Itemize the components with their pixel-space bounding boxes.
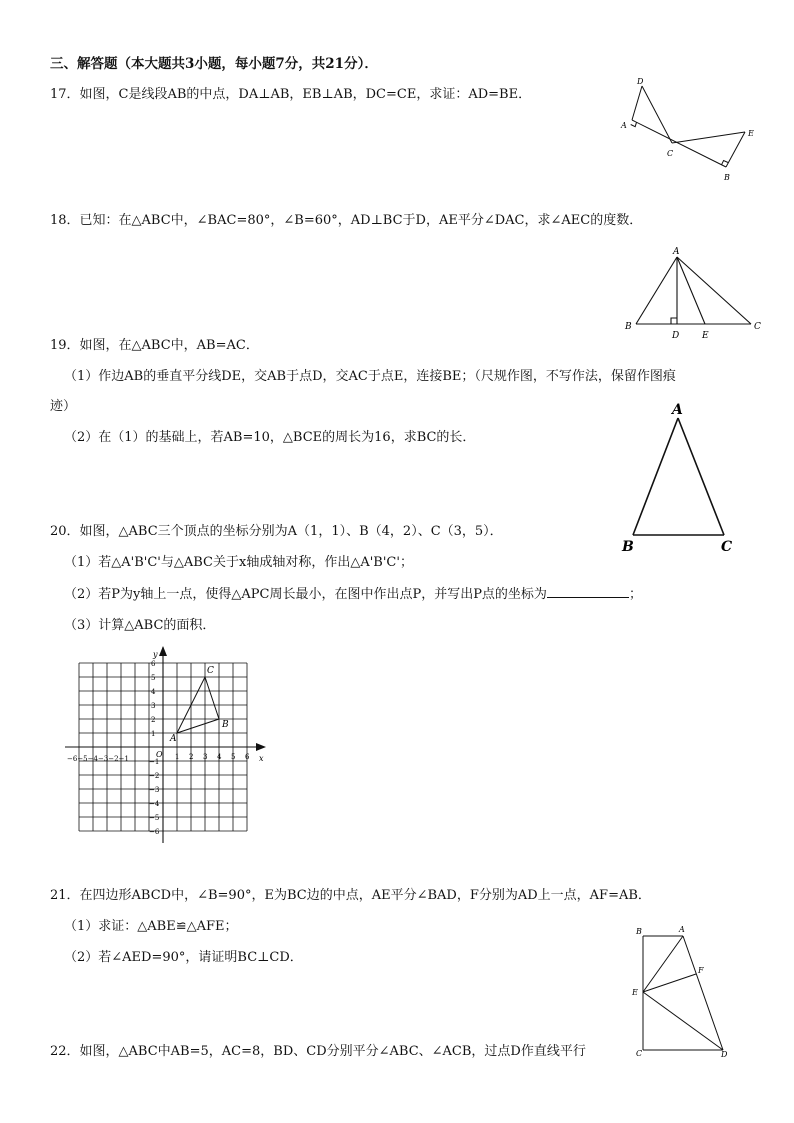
- label-A: A: [621, 121, 627, 130]
- y-axis-label: y: [153, 650, 158, 659]
- y-tick-6: 6: [151, 660, 156, 668]
- question-19: 19．如图，在△ABC中，AB=AC．: [50, 338, 259, 353]
- figure-18: [620, 243, 770, 343]
- y-tick-neg3: −3: [149, 786, 160, 794]
- question-17: 17．如图，C是线段AB的中点，DA⊥AB，EB⊥AB，DC=CE，求证：AD=BE．: [50, 87, 532, 102]
- question-20-part3: （3）计算△ABC的面积．: [64, 618, 216, 633]
- y-tick-neg5: −5: [149, 814, 160, 822]
- question-20-part1: （1）若△A'B'C'与△ABC关于x轴成轴对称，作出△A'B'C'；: [64, 555, 413, 570]
- label-D: D: [672, 331, 680, 341]
- question-20-part2: [64, 585, 642, 604]
- label-A: A: [672, 402, 683, 418]
- question-21-part1: （1）求证：△ABE≌△AFE；: [64, 919, 238, 934]
- label-B: B: [625, 322, 632, 332]
- question-18: 18．已知：在△ABC中，∠BAC=80°，∠B=60°，AD⊥BC于D，AE平分∠DAC，求∠AEC的度数．: [50, 213, 643, 228]
- y-tick-neg6: −6: [149, 828, 160, 836]
- label-A: A: [170, 734, 177, 744]
- label-C: C: [667, 149, 674, 158]
- figure-21: [628, 922, 743, 1067]
- y-tick-3: 3: [151, 702, 156, 710]
- label-F: F: [698, 966, 704, 975]
- x-tick-2: 2: [189, 753, 194, 761]
- label-C: C: [754, 322, 761, 332]
- y-tick-4: 4: [151, 688, 156, 696]
- label-A: A: [679, 925, 685, 934]
- x-tick-4: 4: [217, 753, 222, 761]
- y-tick-1: 1: [151, 730, 156, 738]
- x-tick-3: 3: [203, 753, 208, 761]
- y-tick-neg4: −4: [149, 800, 160, 808]
- figure-20-grid: [60, 643, 275, 848]
- figure-17: [600, 70, 780, 190]
- label-E: E: [748, 129, 754, 138]
- question-19-part2: （2）在（1）的基础上，若AB=10，△BCE的周长为16，求BC的长．: [64, 430, 476, 445]
- x-axis-arrow: [256, 743, 266, 751]
- label-D: D: [637, 77, 644, 86]
- question-20-part2-end: ；: [628, 587, 642, 602]
- x-ticks-negative: −6−5−4−3−2−1: [67, 755, 129, 763]
- label-C: C: [636, 1049, 643, 1058]
- question-19-part1: （1）作边AB的垂直平分线DE，交AB于点D，交AC于点E，连接BE；（尺规作图，不写作法，保留作图痕: [64, 369, 676, 384]
- x-tick-1: 1: [175, 753, 180, 761]
- figure-19: [615, 400, 755, 560]
- label-D: D: [721, 1050, 728, 1059]
- label-C: C: [721, 539, 733, 555]
- answer-blank[interactable]: [547, 585, 629, 598]
- label-B: B: [636, 927, 642, 936]
- label-B: B: [222, 720, 229, 730]
- y-tick-neg1: −1: [149, 758, 160, 766]
- x-tick-6: 6: [245, 753, 250, 761]
- label-A: A: [673, 247, 680, 257]
- y-tick-neg2: −2: [149, 772, 160, 780]
- question-20: 20．如图，△ABC三个顶点的坐标分别为A（1，1）、B（4，2）、C（3，5）．: [50, 524, 503, 539]
- label-B: B: [724, 173, 730, 182]
- label-B: B: [622, 539, 634, 555]
- y-axis-arrow: [159, 646, 167, 656]
- section-header: 三、解答题（本大题共3小题，每小题7分，共21分）．: [50, 56, 378, 72]
- origin-label: O: [156, 750, 163, 759]
- label-E: E: [702, 331, 709, 341]
- x-axis-label: x: [259, 754, 264, 763]
- question-20-part2-text: （2）若P为y轴上一点，使得△APC周长最小，在图中作出点P，并写出P点的坐标为: [64, 587, 547, 602]
- question-21-part2: （2）若∠AED=90°，请证明BC⊥CD．: [64, 950, 303, 965]
- y-tick-5: 5: [151, 674, 156, 682]
- question-21: 21．在四边形ABCD中，∠B=90°，E为BC边的中点，AE平分∠BAD，F分别为AD上一点，AF=AB．: [50, 888, 651, 903]
- question-19-part1-cont: 迹）: [50, 399, 77, 414]
- label-C: C: [207, 666, 214, 676]
- label-E: E: [632, 988, 638, 997]
- y-tick-2: 2: [151, 716, 156, 724]
- question-22: 22．如图，△ABC中AB=5，AC=8，BD、CD分别平分∠ABC、∠ACB，过点D作直线平行: [50, 1044, 586, 1059]
- x-tick-5: 5: [231, 753, 236, 761]
